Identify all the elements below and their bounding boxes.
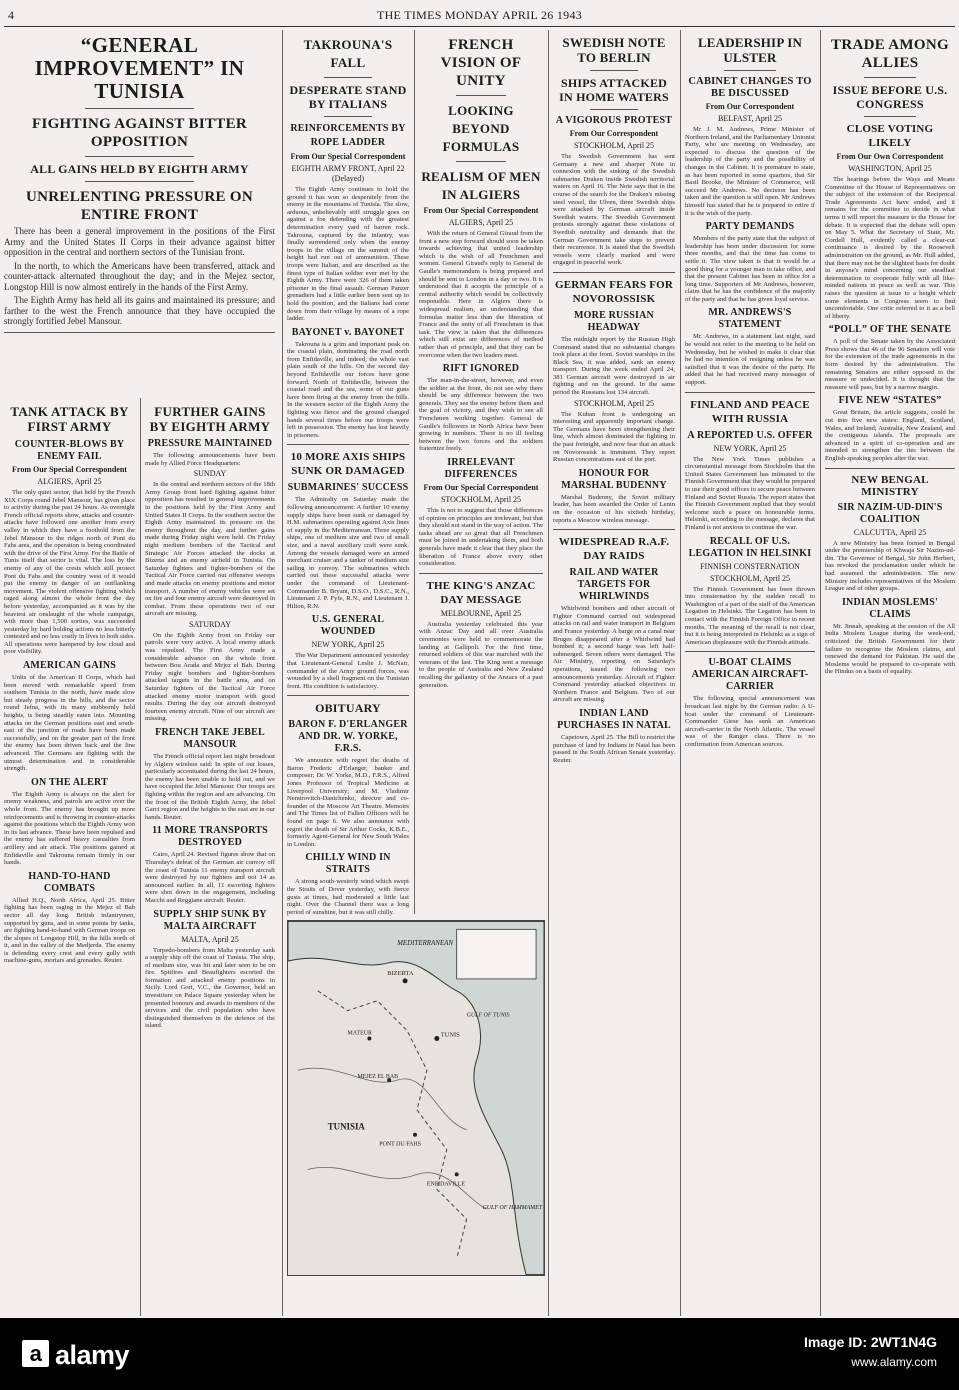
subhead-russian-headway: MORE RUSSIAN HEADWAY <box>574 309 654 333</box>
byline-text: From Our Correspondent <box>705 102 795 111</box>
article-body: We announce with regret the deaths of Baron Frederic d'Erlanger, banker and composer; Dr. W. Yorke, M.D., F.R.S., Alfred Jones Professor of Tropical Medicine at Liverpool University; and M. Vladimir Nemirovitch-Dantchenko, director and co-founder of the Moscow Art Theatre. Memoirs and The Times list of Fallen Officers will be found on page 6. We also announce with regret the death of Sir Arthur Cocks, K.B.E., formerly Agent-General for New South Wales in London. <box>287 757 409 848</box>
map-figure <box>287 920 545 1290</box>
headline-obituary: OBITUARY <box>315 701 381 716</box>
tunisia-map-svg <box>288 921 544 1275</box>
subhead-hand-to-hand: HAND-TO-HAND COMBATS <box>28 870 111 894</box>
subhead-bitter-opposition: FIGHTING AGAINST BITTER OPPOSITION <box>31 116 248 150</box>
byline-text: From Our Special Correspondent <box>12 465 127 474</box>
subhead-submarines: SUBMARINES' SUCCESS <box>287 482 409 494</box>
subhead-nazim: SIR NAZIM-UD-DIN'S COALITION <box>837 501 943 525</box>
headline-tank-attack: TANK ATTACK BY FIRST ARMY <box>10 404 129 434</box>
town-marker <box>403 978 408 983</box>
dateline: ALGIERS, April 25 <box>448 218 514 227</box>
divider <box>456 95 506 96</box>
subhead-close-voting: CLOSE VOTING LIKELY <box>846 123 934 149</box>
page-number: 4 <box>8 8 15 22</box>
headline-anzac: THE KING'S ANZAC DAY MESSAGE <box>426 579 536 606</box>
column-french-unity <box>414 30 547 914</box>
subhead-indian-land: INDIAN LAND PURCHASES IN NATAL <box>557 707 671 731</box>
article-body: Mr J. M. Andrews, Prime Minister of Northern Ireland, and the Parliamentary Unionist Party, who are meeting on Wednesday, are expected to discuss the question of the leadership of the party and the possibility of changes in the Cabinet. It is premature to state, as has been reported in some quarters, that Sir Basil Brooke, the Minister of Commerce, will succeed Mr Andrews. No decision has been taken and the question is still open. Mr Andrews himself has stated that he is prepared to retire if it is the wish of the party. <box>685 126 815 217</box>
map-label: MEDITERRANEAN <box>397 939 454 948</box>
footer-meta <box>804 1332 937 1372</box>
headline-german-fears: GERMAN FEARS FOR NOVOROSSISK <box>554 278 674 305</box>
subcolumn-tank-attack <box>4 398 135 1316</box>
divider <box>864 116 916 117</box>
article-body: Mr. Jinnah, speaking at the session of the All India Moslem League during the week-end, criticized the British Government for their failure to recognize the Moslem claims, and renewed the demand for Pakistan. He said the Moslems would be prepared to co-operate with the Hindus on a basis of equality. <box>825 622 955 676</box>
map-label: MEJEZ EL BAB <box>357 1074 399 1081</box>
headline-axis-ships: 10 MORE AXIS SHIPS SUNK OR DAMAGED <box>290 451 406 478</box>
subcolumn-further-gains <box>140 398 275 1316</box>
town-marker <box>455 1172 459 1176</box>
column-trade <box>820 30 959 1316</box>
byline-text: From Our Correspondent <box>569 129 659 138</box>
map-label: MATEUR <box>347 1030 372 1037</box>
subhead-irrelevant: IRRELEVANT DIFFERENCES <box>444 457 518 481</box>
article-body: A strong south-westerly wind which swept the Straits of Dover yesterday, with fierce gusts at times, had moderated a little last night. Over the Channel there was a long period of sunshine, but it was still chilly. <box>287 878 409 916</box>
map-label: TUNISIA <box>327 1121 365 1132</box>
subhead-rope-ladder: REINFORCEMENTS BY ROPE LADDER <box>290 123 406 148</box>
subhead-congress: ISSUE BEFORE U.S. CONGRESS <box>832 83 948 111</box>
dateline: STOCKHOLM, April 25 <box>573 141 655 150</box>
town-marker <box>413 1133 417 1137</box>
byline <box>553 129 675 139</box>
headline-bengal: NEW BENGAL MINISTRY <box>851 473 929 498</box>
byline-text: From Our Special Correspondent <box>290 152 406 161</box>
divider <box>85 181 193 182</box>
subhead-unrelenting: UNRELENTING PRESSURE ON ENTIRE FRONT <box>26 189 253 223</box>
article-body: The Eighth Army continues to hold the ground it has won so desperately from the enemy in the mountains of Tunisia. The slow, arduous, unbelievably stiff struggle goes on against a foe defending with the greatest determination every yard of barren rock. Takrouna, captured by the infantry, was finally surrendered only when the enemy troops in the village on the summit of the height had run out of ammunition. These troops were Italian, and are described as the finest type of Italian soldier ever met by the Eighth Army. There were 326 of them taken prisoner in the final assault. German Panzer grenadiers had a little earlier been sent up to hold the position, and the Italians had come down from their village by means of a rope ladder. <box>287 186 409 323</box>
dateline: MELBOURNE, April 25 <box>440 608 522 618</box>
alamy-logo-text: alamy <box>55 1340 130 1370</box>
headline-takrouna: TAKROUNA'S FALL <box>303 37 393 70</box>
subhead-five-states: FIVE NEW “STATES” <box>838 395 942 407</box>
byline <box>685 102 815 112</box>
article-body: The man-in-the-street, however, and even the soldier at the front, do not see why there should be any difference between the two generals. They see the enemy before them and the goal of victory, and they wish to see all Frenchmen working together. General de Gaulle's followers in North Africa have been growing in numbers. There is no ill feeling between the two forces and the soldiers fraternize freely. <box>419 377 543 453</box>
watermark-footer <box>0 1318 959 1390</box>
town-marker <box>367 1036 371 1040</box>
subhead-american-gains: AMERICAN GAINS <box>22 660 117 672</box>
subhead-eighth-army: ALL GAINS HELD BY EIGHTH ARMY <box>30 162 249 176</box>
subhead-rift-ignored: RIFT IGNORED <box>442 363 520 375</box>
town-marker <box>434 1036 439 1041</box>
map-label: GULF OF TUNIS <box>466 1012 510 1019</box>
article-body: Allied H.Q., North Africa, April 25. Bitter fighting has been raging in the Mejez el Bab sector all day long. British infantrymen, supported by guns, and in some points by tanks, are fighting hand-to-hand with German troops on the slopes of Longstop Hill, in the hills north of it, and in the valley of the Medjerda. The enemy is defending every crest and every gully with machine-guns, mortars and grenades. Reuter. <box>4 896 135 965</box>
byline-text: From Our Own Correspondent <box>836 152 944 161</box>
article-body: Capetown, April 25. The Bill to restrict the purchase of land by Indians in Natal has been passed in the South African Senate yesterday. Reuter. <box>553 733 675 764</box>
divider <box>590 70 639 71</box>
alamy-logo-icon: a <box>22 1340 49 1367</box>
divider <box>85 108 193 109</box>
divider <box>724 70 776 71</box>
site-url: www.alamy.com <box>851 1355 937 1369</box>
article-body: The hearings before the Ways and Means Committee of the House of Representatives on the subject of the extension of the Reciprocal Trade Agreements Act have ended, and it remains for the committee to decide in what terms it will report the measure to the House for debate. It is expected that the debate will open on May 5. What the Secretary of State, Mr. Cordell Hull, evidently called a clear-cut continuance is desired by the Roosevelt administration on the ground, as Mr. Hull added, that there may not be the slightest basis for doubt in anyone's mind concerning our steadfast determination to cooperate fully with all like-minded nations in peace as well as war. This raises the question at issue to a height which some elements in Congress seem to find uncomfortable. One critic referred to it as a bell of liberty. <box>825 176 955 320</box>
divider <box>324 116 373 117</box>
lead-paragraph: In the north, to which the Americans have been transferred, attack and counter-attack alternated throughout the day; and in the Mejez sector, Longstop Hill is now almost entirely in the hands of the First Army. <box>4 260 275 292</box>
article-body: Members of the party state that the subject of leadership has been under discussion for some three months, and that the time has come to settle it. The view taken is that it would be a good thing for a younger man to take office, and that the present Cabinet has been in office for a long time. Supporters of Mr Andrews, however, claim that he has the confidence of the majority of the party and that he has given loyal service. <box>685 235 815 303</box>
byline <box>4 465 135 475</box>
byline <box>419 206 543 216</box>
article-body: In the central and northern sectors of the 18th Army Group front hard fighting against bitter opposition has resulted in general improvements in the positions held by the First Army and United States II Corps. In the southern sector the Eighth Army maintained its pressure on the enemy throughout the day, and further gains made during Friday night were held. On Friday night medium bombers of the Tactical and Strategic Air Forces attacked the docks at Bizerta and an enemy airfield in Tunisia. On Saturday fighters and fighter-bombers of the Tactical Air Force carried out offensive sweeps and made attacks on enemy positions and motor transport. A number of enemy vehicles were set on fire and four enemy aircraft were destroyed in combat. From these operations two of our aircraft are missing. <box>145 481 275 618</box>
subhead-party-demands: PARTY DEMANDS <box>705 221 795 233</box>
article-body: Torpedo-bombers from Malta yesterday sank a supply ship off the coast of Tunisia. The ship, of medium size, was hit and later seen to be on fire. Spitfires and Beaufighters escorted the formation and attacked enemy positions in Sicily. Lord Gort, V.C., the Governor, held an investiture on Palace Square yesterday when he presented honours and awards to members of the services and the civil population who have distinguished themselves in the defence of the island. <box>145 946 275 1030</box>
subhead-baron: BARON F. D'ERLANGER AND DR. W. YORKE, F.R.S. <box>288 719 408 755</box>
dateline: BELFAST, April 25 <box>718 114 782 123</box>
article-body: A poll of the Senate taken by the Associated Press shows that 46 of the 96 Senators will vote for the extension of the trade agreements in the form desired by the administration. The remaining Senators are either opposed to the measure or undecided. It is thought that the measure will pass, but by a narrow margin. <box>825 338 955 391</box>
subhead-whirlwinds: RAIL AND WATER TARGETS FOR WHIRLWINDS <box>569 567 659 603</box>
subhead-cabinet-changes: CABINET CHANGES TO BE DISCUSSED <box>688 76 812 99</box>
article-body: The French official report last night broadcast by Algiers wireless said: In spite of our losses, particularly accentuated during the last 24 hours, the enemy has been unable to hold out, and we have occupied the Jebel Mansour. Our troops are fighting within the region and are advancing. On the front of the British Eighth Army, the Jebel Garci region and the heights to the east are in our hands. Reuter. <box>145 753 275 821</box>
subhead-counter-blows: COUNTER-BLOWS BY ENEMY FAIL <box>14 439 125 462</box>
article-body: This is not to suggest that those differences of opinion on principles are irrelevant, but that they should not stand in the way of action. The tasks ahead are so great that all Frenchmen must be joined in undertaking them, and both generals have made it clear that they place the liberation of France above every other consideration. <box>419 507 543 568</box>
map-label: PONT DU FAHS <box>379 1141 421 1148</box>
divider <box>825 468 955 469</box>
article-body: The midnight report by the Russian High Command stated that no substantial changes took place at the front. Soviet warships in the Black Sea, it was added, sank an enemy transport. During the week ended April 24, 381 German aircraft were destroyed in air fighting and on the ground. In the same period the Russians lost 134 aircraft. <box>553 335 675 397</box>
lead-paragraph: The Eighth Army has held all its gains and maintained its pressure; and farther to the west the French announce that they have occupied the strongly fortified Jebel Mansour. <box>4 295 275 326</box>
dateline: ALGIERS, April 25 <box>37 477 102 486</box>
map-inset <box>457 929 536 979</box>
dateline: NEW YORK, April 25 <box>311 640 385 650</box>
article-body: The only quiet sector, that held by the French XIX Corps round Jebel Mansour, has given place to activity during the past 24 hours. As overnight French official reports show, attacks and counter-attacks have followed one another from every valley in which they have a foothold from the Jebel Mansour to the ridges north of Pont du Fahs area, and the operation is being coordinated with the drive of the First Army. For the Battle of Tunis itself that sector is vital. The loss by the enemy of any of the crests which still protect Pont du Fahs and the country west of it would put the enemy in danger of an outflanking movement. The violent offensive fighting which raged along almost the whole front the day before yesterday, accompanied as it was by the heaviest air onslaught of the whole campaign, with more than 1,500 sorties, was succeeded yesterday by hard holding actions no less bitterly contested and no less costly in lives to both sides. All operations were hampered by low cloud and poor visibility. <box>4 489 135 656</box>
map-label: TUNIS <box>440 1031 460 1039</box>
dateline: STOCKHOLM, April 25 <box>573 398 655 408</box>
map-label: BIZERTA <box>387 969 414 977</box>
subhead-chilly-wind: CHILLY WIND IN STRAITS <box>305 852 391 876</box>
masthead-dateline: THE TIMES MONDAY APRIL 26 1943 <box>376 8 583 22</box>
article-body: Mr. Andrews, in a statement last night, said he would not refer to the meeting to be held on Wednesday, but he wished to make it clear that he had no intention of resigning unless he was satisfied that it was the desire of the party. He added that he had received many messages of support. <box>685 333 815 387</box>
subhead-bayonet: BAYONET v. BAYONET <box>291 326 405 338</box>
subhead-recall-legation: RECALL OF U.S. LEGATION IN HELSINKI <box>688 535 812 559</box>
column-tunisia <box>0 30 279 1316</box>
divider <box>553 272 675 273</box>
article-body: The Swedish Government has sent Germany a new and sharper Note in connexion with the sinking of the Swedish submarine Draken inside Swedish territorial waters on April 16. The Note says that in the course of the search for the Draken's missing steel vessel, the Ulven, three Swedish ships were attacked by German aircraft inside Swedish waters. The Swedish Government protests strongly against these violations of Swedish neutrality and demands that the German Government take steps to prevent their recurrence. It is stated that the Swedish vessels were clearly marked and were engaged in peaceful work. <box>553 153 675 267</box>
article-body: The New York Times publishes a circumstantial message from Stockholm that the United States Government has intimated to the Finnish Government that they would be prepared to use their good offices to secure peace between Finland and Soviet Russia. The report states that the Finnish Government replied that they would welcome such a peace on honourable terms. Helsinki, according to the message, declares that Finland is not anxious to continue the war. <box>685 455 815 531</box>
section-label-saturday: SATURDAY <box>189 619 231 629</box>
article-body: The Finnish Government has been thrown into consternation by the sudden recall to Washington of a part of the staff of the American Legation in Helsinki. The Legation has been in contact with the Finnish Foreign Office in recent months. The meaning of the recall is not clear, but it is being interpreted in Helsinki as a sign of American displeasure with the Finnish attitude. <box>685 585 815 646</box>
headline-french-vision: FRENCH VISION OF UNITY <box>440 37 522 89</box>
headline-swedish-note: SWEDISH NOTE TO BERLIN <box>562 35 666 65</box>
subhead-realism: REALISM OF MEN IN ALGIERS <box>421 169 541 202</box>
headline-finland: FINLAND AND PEACE WITH RUSSIA <box>690 398 810 425</box>
article-body: Great Britain, the article suggests, could be cut into five new states: England, Scotland, Wales, and Ireland; Australia, New Zealand, and the contiguous islands. The proposals are advanced in a spirit of co-operation and are intended to strengthen the ties between the English-speaking peoples after the war. <box>825 409 955 462</box>
column-ulster <box>680 30 819 1316</box>
dateline: NEW YORK, April 25 <box>713 443 787 453</box>
dateline: MALTA, April 25 <box>181 934 239 944</box>
alamy-logo <box>22 1340 129 1371</box>
headline-raf-raids: WIDESPREAD R.A.F. DAY RAIDS <box>558 536 670 563</box>
divider <box>287 444 409 445</box>
divider <box>456 161 506 162</box>
article-body: The Kuban front is undergoing an interesting and apparently important change. The Germans have been strengthening their line, which almost dominated the fighting in the past fortnight, and now fear that an attack on Novorossisk is imminent. They report Russian concentrations east of the port. <box>553 410 675 464</box>
article-body: On the Eighth Army front on Friday our patrols were very active. A local enemy attack was repulsed. The First Army made a considerable advance on the whole front between Bou Arada and Mejez el Bab. During Friday night bombers and fighter-bombers attacked targets in the battle area, and on Saturday fighters of the Tactical Air Force attacked enemy motor transport with good results. During the day our aircraft destroyed fourteen enemy aircraft. Nine of our aircraft are missing. <box>145 631 275 723</box>
masthead <box>0 8 959 24</box>
headline-trade-allies: TRADE AMONG ALLIES <box>831 37 949 71</box>
article-body: The following special announcement was broadcast last night by the German radio: A U-boat under the command of Lieutenant-Commander Giese has sunk an American aircraft-carrier in the North Atlantic. The vessel was of the Ranger class. There is no confirmation from American sources. <box>685 695 815 748</box>
divider <box>685 392 815 393</box>
subhead-us-offer: A REPORTED U.S. OFFER <box>687 429 813 441</box>
dateline: EIGHTH ARMY FRONT, April 22 (Delayed) <box>291 164 405 183</box>
lead-paragraph: There has been a general improvement in the positions of the First Army and the United States II Corps in their advance against bitter opposition in the central and northern sectors of the Tunisian front. <box>4 226 275 257</box>
article-body: Marshal Budenny, the Soviet military leader, has been awarded the Order of Lenin on the occasion of his sixtieth birthday, reports a Moscow wireless message. <box>553 493 675 524</box>
dateline: STOCKHOLM, April 25 <box>709 573 791 583</box>
article-body: Units of the American II Corps, which had been moved with remarkable speed from southern Tunisia to the north, have made slow but steady progress in the hills, and the sector round Jefna, with its many stubbornly held heights, is being steadily eaten into. Mounting attacks on the German positions east and south-east of the junction of roads have been made successfully, and on the greater part of the front the enemy has been driven back and the line advanced. The Germans are fighting with the utmost determination and in considerable strength. <box>4 674 135 773</box>
byline <box>825 152 955 162</box>
subhead-supply-ship: SUPPLY SHIP SUNK BY MALTA AIRCRAFT <box>153 908 267 932</box>
map-label: GULF OF HAMMAMET <box>482 1205 543 1212</box>
subhead-desperate-stand: DESPERATE STAND BY ITALIANS <box>289 83 407 111</box>
headline-tunisia: “GENERAL IMPROVEMENT” IN TUNISIA <box>34 33 245 103</box>
divider <box>4 332 275 333</box>
divider <box>287 695 409 696</box>
section-label: FINNISH CONSTERNATION <box>700 561 800 571</box>
article-body: The Eighth Army is always on the alert for enemy weakness, and patrols are active over the whole front. The enemy has brought up more reinforcements and is throwing in counter-attacks against the positions which the Eighth Army won in its last advance. These have been repulsed and the enemy has suffered heavy casualties from artillery and air attack. The positions gained at Enfidaville and Takrouna remain firmly in our hands. <box>4 790 135 867</box>
subhead-poll-senate: “POLL” OF THE SENATE <box>828 324 952 336</box>
subhead-french-jebel-mansour: FRENCH TAKE JEBEL MANSOUR <box>155 727 265 750</box>
byline <box>287 152 409 162</box>
dateline: STOCKHOLM, April 25 <box>440 495 522 505</box>
divider <box>85 156 193 157</box>
byline <box>419 483 543 493</box>
headline-uboat: U-BOAT CLAIMS AMERICAN AIRCRAFT-CARRIER <box>691 657 809 693</box>
subhead-andrews-statement: MR. ANDREWS'S STATEMENT <box>708 307 792 331</box>
masthead-rule <box>4 26 955 27</box>
divider <box>419 573 543 574</box>
article-body: Australia yesterday celebrated this year with Anzac Day and all over Australia ceremonies were held to commemorate the landing at Gallipoli. For the first time, returned soldiers of this war marched with the veterans of the last. The King sent a message to the people of Australia and New Zealand recalling the gallantry of the Anzacs of a past generation. <box>419 620 543 689</box>
subhead-transports: 11 MORE TRANSPORTS DESTROYED <box>152 825 268 849</box>
dateline: CALCUTTA, April 25 <box>853 527 927 537</box>
subhead-formulas: LOOKING BEYOND FORMULAS <box>442 103 520 154</box>
divider <box>553 529 675 530</box>
article-body: The War Department announced yesterday that Lieutenant-General Leslie J. McNair, commander of the Army ground forces, was wounded by a shell fragment on the Tunisian front. His condition is satisfactory. <box>287 652 409 690</box>
dateline: WASHINGTON, April 25 <box>848 164 932 173</box>
subhead-ships-attacked: SHIPS ATTACKED IN HOME WATERS <box>559 76 669 104</box>
article-body: Takrouna is a grim and important peak on the coastal plain, dominating the road north from Enfidaville, and indeed, the whole vast plain south of the hills. On the second day beyond Enfidaville our forces have gone forward. North of Enfidaville, between the coastal road and the sea, some of our guns have been firing at the enemy from the hills. In the western sector of the Eighth Army the fighting was fierce and the ground changed hands several times before our troops were left in possession. The enemy has lost heavily in prisoners. <box>287 340 409 439</box>
subhead-budenny: HONOUR FOR MARSHAL BUDENNY <box>561 467 667 491</box>
article-body: The following announcements have been made by Allied Force Headquarters: <box>145 452 275 467</box>
subhead-moslem-claims: INDIAN MOSLEMS' CLAIMS <box>841 596 939 620</box>
tunisia-map <box>287 920 545 1276</box>
section-label-sunday: SUNDAY <box>193 469 227 479</box>
article-body: A new Ministry has been formed in Bengal under the premiership of Khwaja Sir Nazim-ud-din. The Governor of Bengal, Sir John Herbert, has revoked the proclamation under which he had assumed the administration. The new Ministry includes representatives of the Moslem League and of other groups. <box>825 539 955 593</box>
article-body: Cairo, April 24. Revised figures show that on Thursday's defeat of the German air convoy off the coast of Tunisia 11 enemy transport aircraft were destroyed by our fighters and not 14 as announced earlier. In all, 11 escorting fighters were shot down in the engagement, including Macchi and Reggiane aircraft. Reuter. <box>145 851 275 904</box>
byline-text: From Our Special Correspondent <box>423 483 539 493</box>
image-id: Image ID: 2WT1N4G <box>803 1334 937 1350</box>
subhead-pressure-maintained: PRESSURE MAINTAINED <box>147 438 273 449</box>
article-body: Whirlwind bombers and other aircraft of Fighter Command carried out widespread attacks on rail and water transport in Belgium and France yesterday. A barge on a canal near Bruges disappeared after a Whirlwind had bombed it; a second barge was left half-submerged. Seven others were damaged. The Air Ministry, reporting on Saturday's operations, issued the following two announcements yesterday. Aircraft of Fighter Command yesterday attacked objectives in Northern France and Belgium. Two of our aircraft are missing. <box>553 605 675 704</box>
divider <box>324 77 373 78</box>
byline-text: From Our Special Correspondent <box>423 206 539 215</box>
headline-further-gains: FURTHER GAINS BY EIGHTH ARMY <box>149 404 271 434</box>
map-label: ENFIDAVILLE <box>426 1181 466 1188</box>
subhead-on-the-alert: ON THE ALERT <box>31 776 108 788</box>
article-body: The Admiralty on Saturday made the following announcement: A further 10 enemy supply ships have been sunk or damaged by H.M. submarines operating against Axis lines of supply in the Mediterranean. Three supply ships, one of medium size and two of small size, and a naval auxiliary craft were sunk. Among the vessels damaged were an armed merchant cruiser and a tanker of medium size sailing in convoy. The submarines which carried out these successful attacks were under the command of Lieutenant-Commander B. Bryant, D.S.O., D.S.C., R.N., Lieutenant J. P. Fyfe, R.N., and Lieutenant J. Hilton, R.N. <box>287 496 409 610</box>
subhead-us-general: U.S. GENERAL WOUNDED <box>311 614 385 638</box>
article-body: With the return of General Giraud from the front a new step forward should soon be taken towards achieving that united leadership which is the wish of all Frenchmen and women. General Giraud's reply to General de Gaulle's memorandum is being prepared and should be sent to London in a day or two. It is understood that it accepts the principle of a central authority which would be collectively responsible. Here in Algiers there is widespread realism, an understanding that formulas matter less than the liberation of France and the unity of all Frenchmen in that task. The view is taken that the differences which still exist are differences of method rather than of principle, and that they can be overcome when the two leaders meet. <box>419 230 543 359</box>
headline-ulster: LEADERSHIP IN ULSTER <box>697 35 803 65</box>
divider <box>864 77 916 78</box>
subhead-vigorous-protest: A VIGOROUS PROTEST <box>555 115 673 126</box>
divider <box>685 651 815 652</box>
divider <box>590 109 639 110</box>
column-swedish <box>548 30 679 1316</box>
